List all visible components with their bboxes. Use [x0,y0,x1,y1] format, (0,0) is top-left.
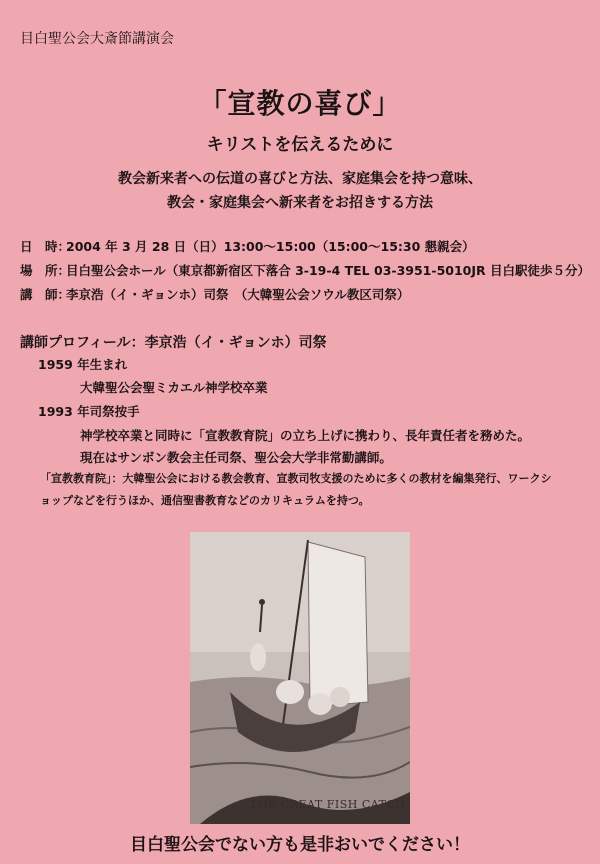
description-line-1: 教会新来者への伝道の喜びと方法、家庭集会を持つ意味、 [118,171,482,187]
date-label: 日 時： [20,239,71,254]
profile-heading: 講師プロフィール：李京浩（イ・ギョンホ）司祭 [20,335,327,351]
fishing-boat-illustration [190,532,410,824]
boat-picture [190,532,410,824]
event-subtitle: キリストを伝えるために [206,135,394,155]
description-line-2: 教会・家庭集会へ新来者をお招きする方法 [167,195,433,211]
lecturer-label: 講 師： [20,287,71,302]
lecturer-value: 李京浩（イ・ギョンホ）司祭 （大韓聖公会ソウル教区司祭） [66,287,410,302]
place-value: 目白聖公会ホール（東京都新宿区下落合 3-19-4 TEL 03-3951-5010JR 目白駅徒歩５分） [66,263,590,278]
info-lecturer [20,285,409,303]
profile-1959: 1959 年生まれ [38,357,128,372]
date-value: 2004 年 3 月 28 日（日）13:00～15:00（15:00～15:30 懇親会） [66,239,475,254]
info-place [20,261,590,279]
profile-1959-detail: 大韓聖公会聖ミカエル神学校卒業 [80,380,268,395]
image-caption: THE GREAT FISH CATCH [250,798,406,811]
profile-1993-detail-2: 現在はサンボン教会主任司祭、聖公会大学非常勤講師。 [80,450,392,465]
profile-1993: 1993 年司祭按手 [38,404,140,419]
organizer-label: 目白聖公会大斎節講演会 [20,31,174,47]
profile-1993-detail-1: 神学校卒業と同時に「宣教教育院」の立ち上げに携わり、長年責任者を務めた。 [80,428,531,443]
footer-invitation: 目白聖公会でない方も是非おいでください！ [130,835,470,855]
place-label: 場 所： [20,263,71,278]
event-title: 「宣教の喜び」 [198,87,402,120]
profile-note-2: ョップなどを行うほか、通信聖書教育などのカリキュラムを持つ。 [40,494,370,507]
profile-note-1: 「宣教教育院」：大韓聖公会における教会教育、宣教司牧支援のために多くの教材を編集発行、ワークシ [40,472,552,485]
info-date [20,237,475,255]
